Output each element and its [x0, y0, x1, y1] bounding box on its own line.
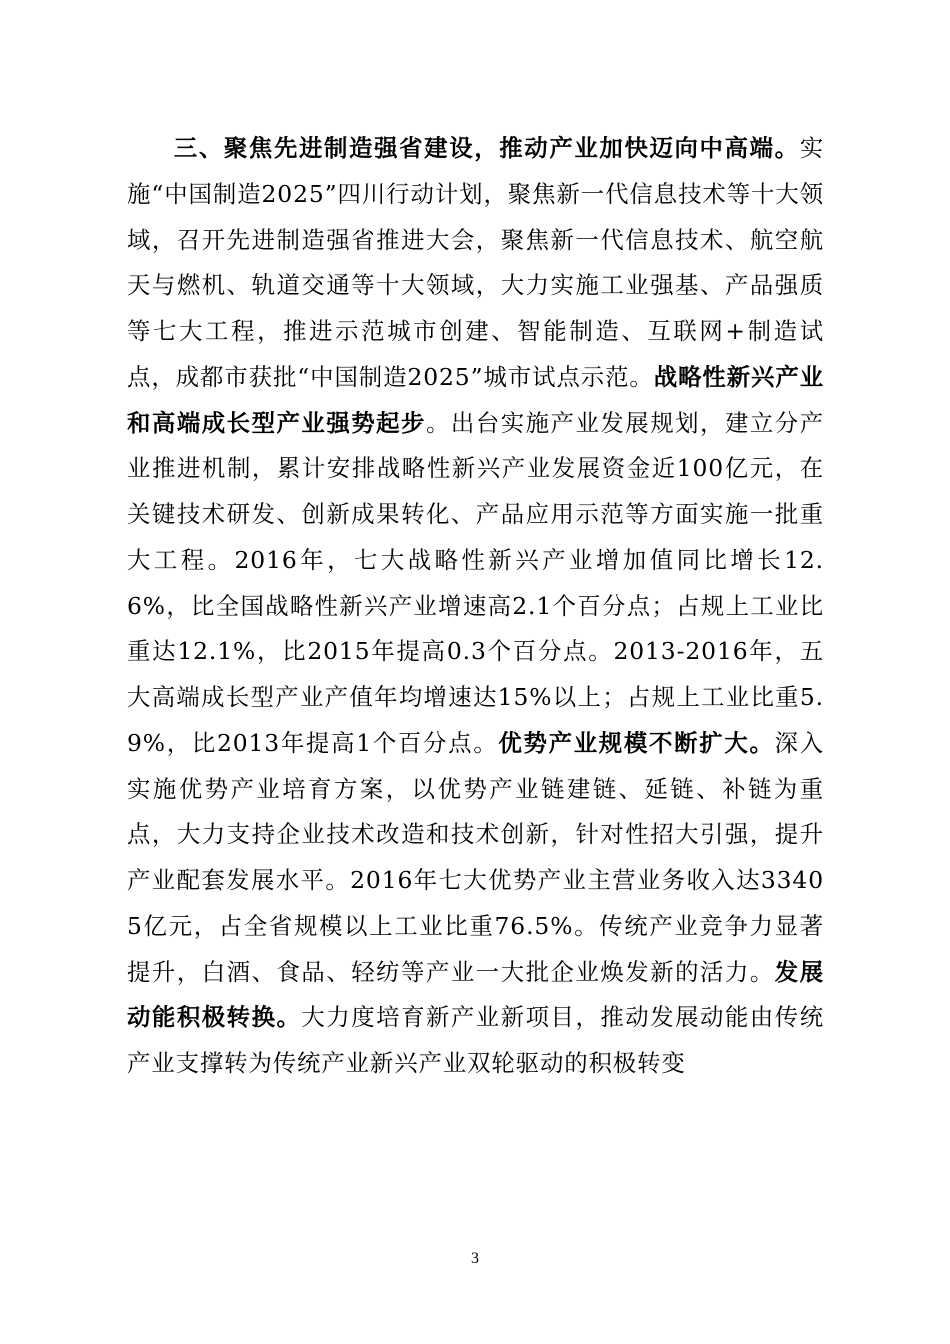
paragraph-text: 大力度培育新产业新项目，推动发展动能由传统产业支撑转为传统产业新兴产业双轮驱动的积极转变	[127, 1003, 824, 1077]
highlight-strategic-industries: 战略性新兴产业和高端成长型产业强势起步	[127, 362, 824, 437]
paragraph-text: 。出台实施产业发展规划，建立分产业推进机制，累计安排战略性新兴产业发展资金近100亿元，在关键技术研发、创新成果转化、产品应用示范等方面实施一批重大工程。2016年，七大战略性新兴产业增加值同比增长12.6%，比全国战略性新兴产业增速高2.1个百分点；占规上工业比重达12.1%，比2015年提高0.3个百分点。2013-2016年，五大高端成长型产业产值年均增速达15%以上；占规上工业比重5.9%，比2013年提高1个百分点。	[127, 408, 824, 757]
highlight-momentum-shift: 发展动能积极转换。	[127, 957, 824, 1032]
body-paragraph	[127, 126, 824, 1087]
section-heading: 三、聚焦先进制造强省建设，推动产业加快迈向中高端。	[173, 134, 800, 162]
highlight-advantage-industries: 优势产业规模不断扩大。	[498, 728, 775, 757]
page-number: 3	[471, 1250, 479, 1267]
paragraph-text: 实施“中国制造2025”四川行动计划，聚焦新一代信息技术等十大领域，召开先进制造强省推进大会，聚焦新一代信息技术、航空航天与燃机、轨道交通等十大领域，大力实施工业强基、产品强质等七大工程，推进示范城市创建、智能制造、互联网+制造试点，成都市获批“中国制造2025”城市试点示范。	[127, 134, 824, 391]
paragraph-text: 深入实施优势产业培育方案，以优势产业链建链、延链、补链为重点，大力支持企业技术改造和技术创新，针对性招大引强，提升产业配套发展水平。2016年七大优势产业主营业务收入达33405亿元，占全省规模以上工业比重76.5%。传统产业竞争力显著提升，白酒、食品、轻纺等产业一大批企业焕发新的活力。	[127, 728, 824, 986]
